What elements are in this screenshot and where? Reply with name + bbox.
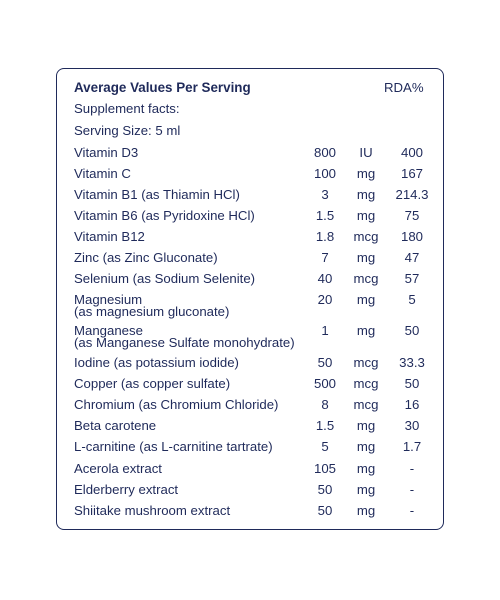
nutrient-name: Zinc (as Zinc Gluconate) [74, 250, 218, 265]
nutrient-name: Chromium (as Chromium Chloride) [74, 397, 279, 412]
nutrient-name: Manganese [74, 323, 143, 338]
nutrient-name: L-carnitine (as L-carnitine tartrate) [74, 439, 273, 454]
nutrient-rda: 180 [400, 229, 423, 244]
nutrient-unit: mg [356, 250, 376, 265]
nutrient-unit: mcg [353, 229, 379, 244]
nutrient-name: Selenium (as Sodium Selenite) [74, 271, 256, 286]
nutrient-amount: 3 [321, 187, 329, 202]
nutrient-amount: 50 [317, 503, 333, 518]
rda-column-header: RDA% [384, 80, 424, 95]
nutrient-amount: 500 [313, 376, 336, 391]
nutrient-name: Beta carotene [74, 418, 157, 433]
nutrient-name: Iodine (as potassium iodide) [74, 355, 239, 370]
nutrient-name: Vitamin B1 (as Thiamin HCl) [74, 187, 240, 202]
nutrient-unit: mg [356, 208, 376, 223]
nutrient-unit: mg [356, 187, 376, 202]
nutrient-rda: 214.3 [395, 187, 429, 202]
nutrient-unit: mcg [353, 376, 379, 391]
nutrient-rda: 75 [404, 208, 420, 223]
nutrient-amount: 100 [313, 166, 336, 181]
nutrient-name: Vitamin D3 [74, 145, 139, 160]
supplement-facts-label: Supplement facts: [74, 101, 180, 116]
nutrient-name: Acerola extract [74, 461, 162, 476]
nutrient-rda: 50 [404, 323, 420, 338]
nutrient-rda: - [409, 482, 415, 497]
nutrient-name: Copper (as copper sulfate) [74, 376, 231, 391]
nutrient-amount: 105 [313, 461, 336, 476]
nutrient-rda: 30 [404, 418, 420, 433]
nutrient-unit: mg [356, 418, 376, 433]
nutrient-amount: 1.5 [315, 208, 335, 223]
nutrient-unit: mcg [353, 271, 379, 286]
nutrient-unit: mg [356, 323, 376, 338]
nutrient-rda: - [409, 461, 415, 476]
nutrient-name: Shiitake mushroom extract [74, 503, 231, 518]
nutrient-amount: 40 [317, 271, 333, 286]
nutrient-unit: mcg [353, 397, 379, 412]
nutrient-amount: 5 [321, 439, 329, 454]
serving-size-label: Serving Size: 5 ml [74, 123, 181, 138]
nutrient-amount: 1.8 [315, 229, 335, 244]
table-heading: Average Values Per Serving [74, 80, 251, 95]
nutrient-rda: - [409, 503, 415, 518]
nutrient-rda: 57 [404, 271, 420, 286]
nutrient-amount: 50 [317, 482, 333, 497]
nutrient-unit: mg [356, 439, 376, 454]
nutrient-amount: 1 [321, 323, 329, 338]
nutrient-name: Vitamin B12 [74, 229, 145, 244]
nutrient-unit: mg [356, 292, 376, 307]
nutrient-name: Vitamin B6 (as Pyridoxine HCl) [74, 208, 255, 223]
nutrient-rda: 47 [404, 250, 420, 265]
nutrient-rda: 50 [404, 376, 420, 391]
nutrient-name-detail: (as magnesium gluconate) [74, 304, 230, 319]
nutrient-rda: 33.3 [399, 355, 425, 370]
nutrient-rda: 16 [404, 397, 420, 412]
nutrient-rda: 1.7 [402, 439, 422, 454]
nutrient-name-detail: (as Manganese Sulfate monohydrate) [74, 335, 295, 350]
nutrient-unit: mg [356, 166, 376, 181]
nutrient-amount: 50 [317, 355, 333, 370]
nutrient-unit: mg [356, 461, 376, 476]
nutrient-name: Elderberry extract [74, 482, 179, 497]
nutrient-amount: 7 [321, 250, 329, 265]
nutrient-name: Vitamin C [74, 166, 131, 181]
nutrient-rda: 167 [400, 166, 423, 181]
nutrient-rda: 400 [400, 145, 423, 160]
nutrient-unit: IU [359, 145, 373, 160]
nutrient-unit: mg [356, 482, 376, 497]
nutrient-unit: mg [356, 503, 376, 518]
nutrient-amount: 1.5 [315, 418, 335, 433]
nutrient-amount: 8 [321, 397, 329, 412]
nutrient-rda: 5 [408, 292, 416, 307]
nutrient-name: Magnesium [74, 292, 143, 307]
nutrient-amount: 20 [317, 292, 333, 307]
nutrient-unit: mcg [353, 355, 379, 370]
nutrient-amount: 800 [313, 145, 336, 160]
